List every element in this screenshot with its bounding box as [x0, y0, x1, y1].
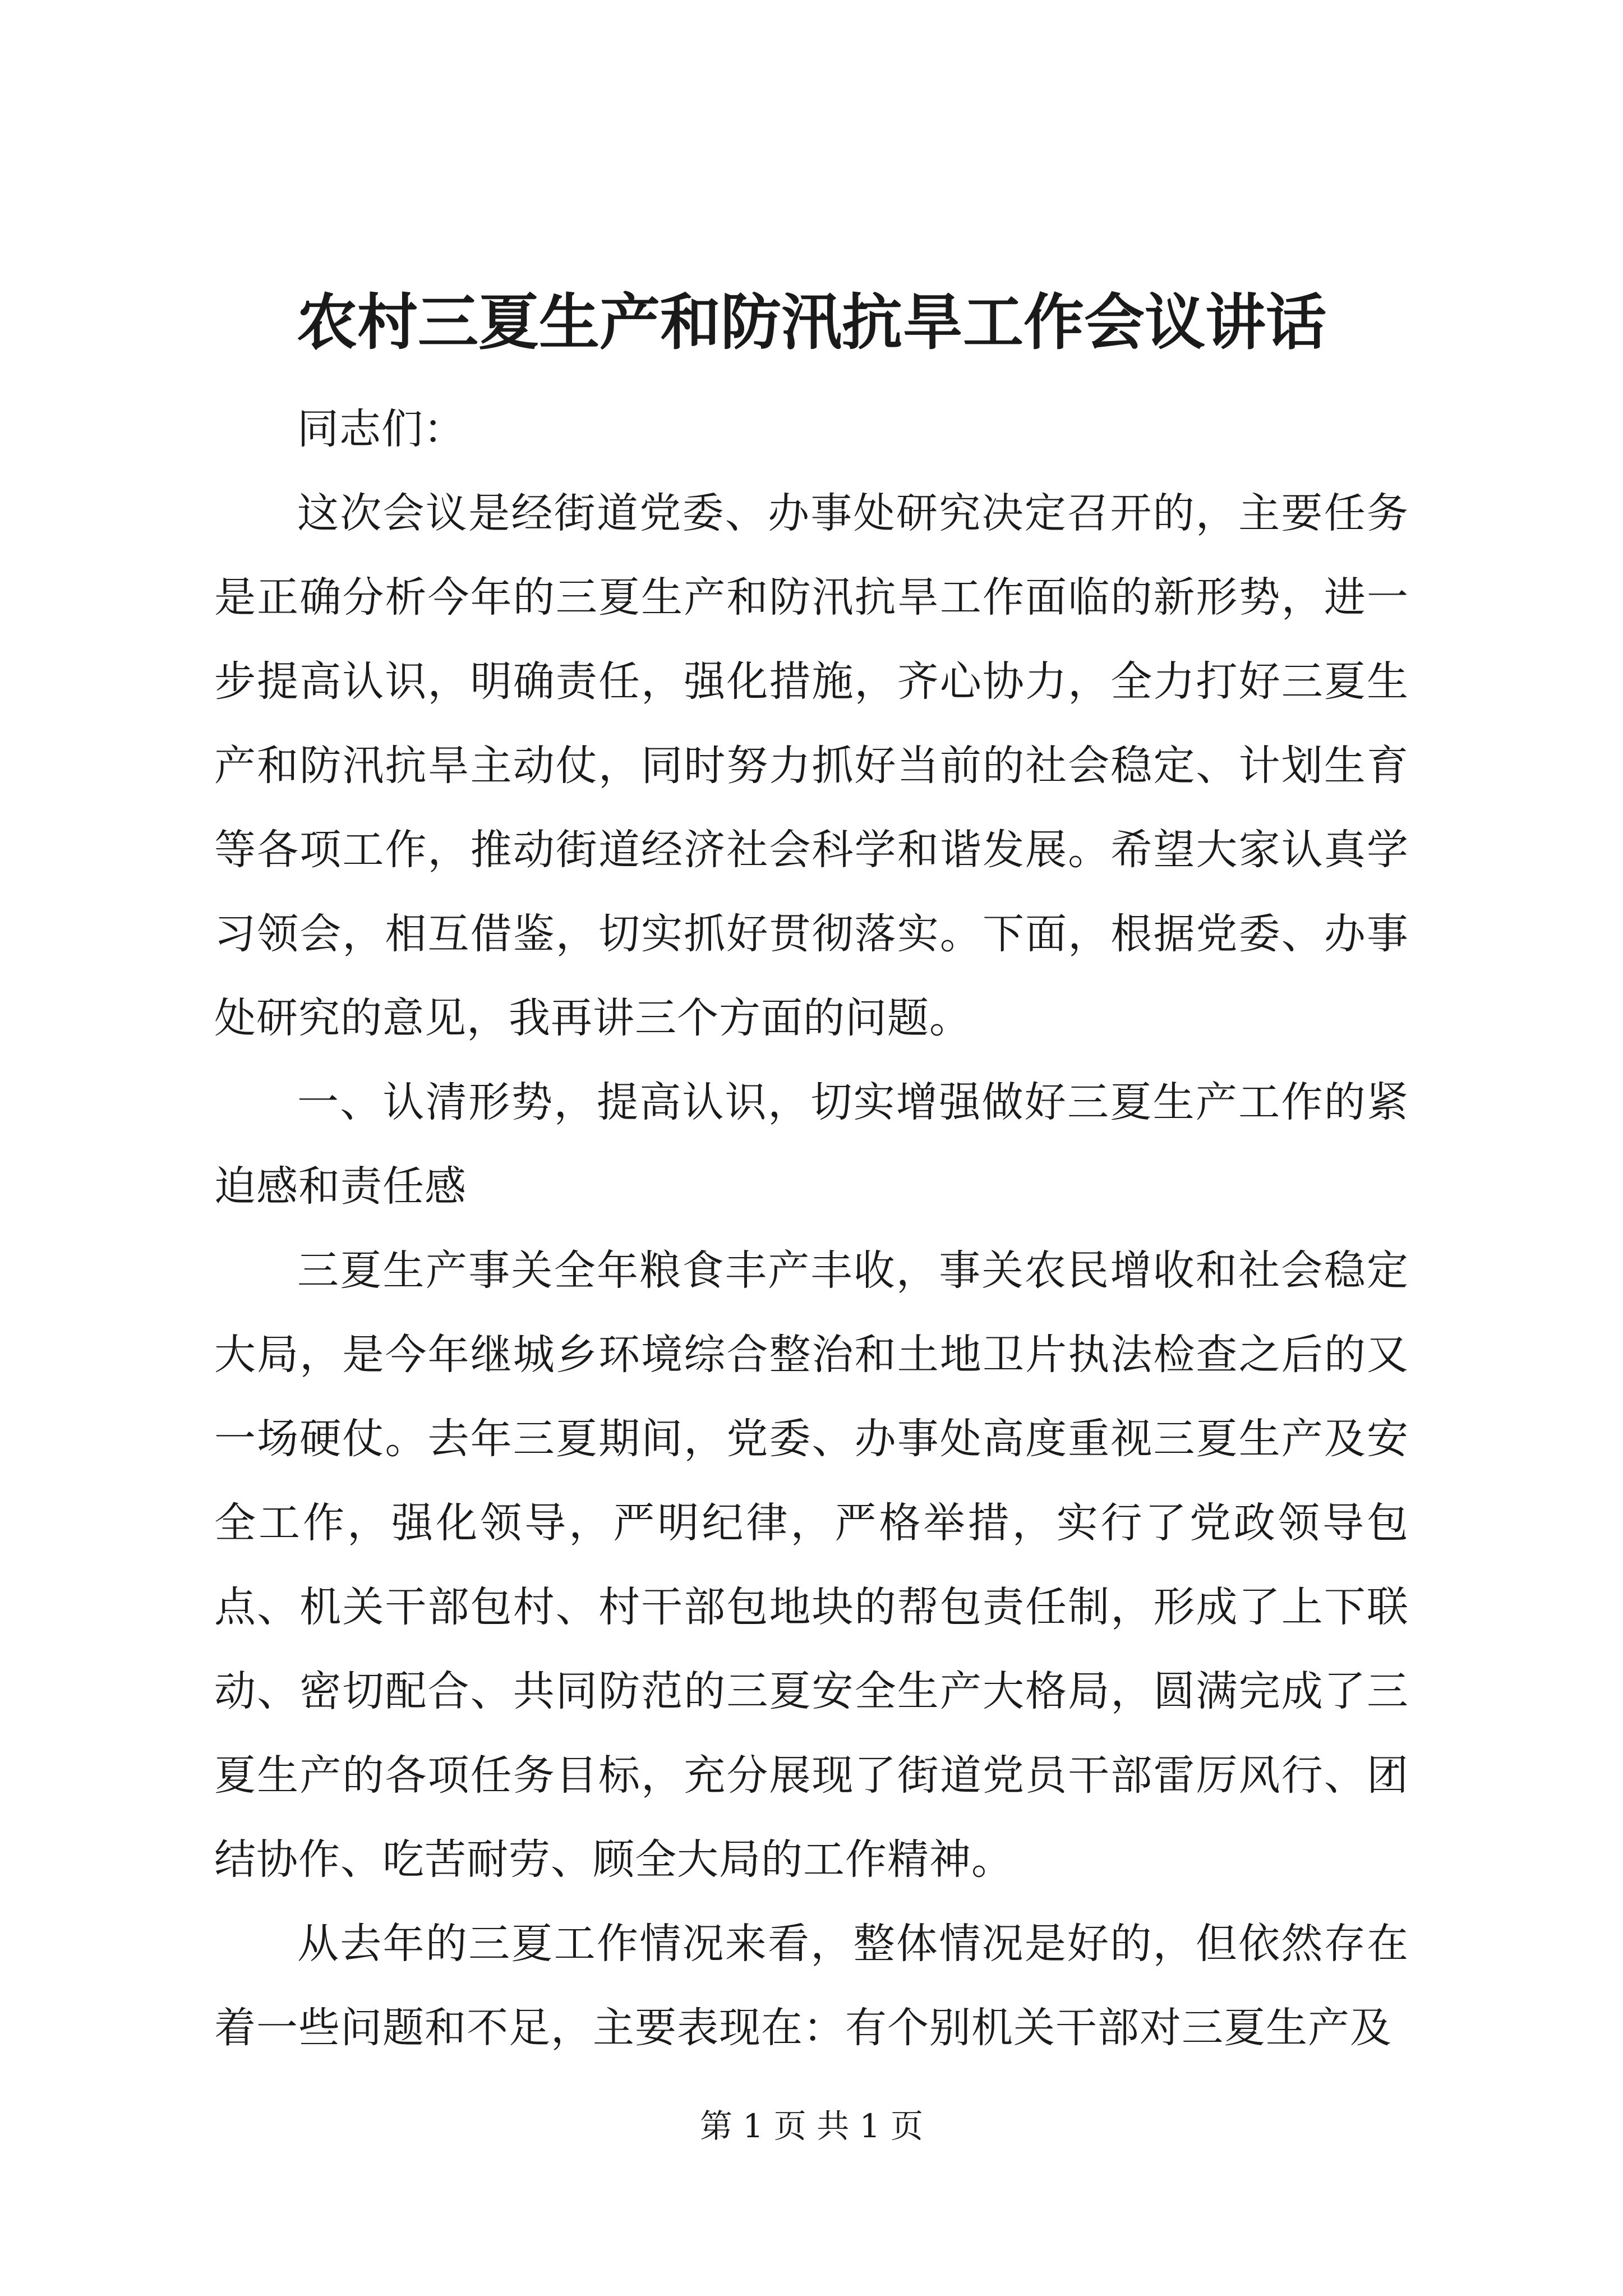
- greeting-paragraph: 同志们：: [297, 405, 465, 453]
- intro-paragraph: 这次会议是经街道党委、办事处研究决定召开的，主要任务是正确分析今年的三夏生产和防汛抗旱工作面临的新形势，进一步提高认识，明确责任，强化措施，齐心协力，全力打好三夏生产和防汛抗旱主动仗，同时努力抓好当前的社会稳定、计划生育等各项工作，推动街道经济社会科学和谐发展。希望大家认真学习领会，相互借鉴，切实抓好贯彻落实。下面，根据党委、办事处研究的意见，我再讲三个方面的问题。: [214, 489, 1409, 1042]
- section-heading-1: 一、认清形势，提高认识，切实增强做好三夏生产工作的紧迫感和责任感: [214, 1078, 1409, 1211]
- body-paragraph: 三夏生产事关全年粮食丰产丰收，事关农民增收和社会稳定大局，是今年继城乡环境综合整治和土地卫片执法检查之后的又一场硬仗。去年三夏期间，党委、办事处高度重视三夏生产及安全工作，强化领导，严明纪律，严格举措，实行了党政领导包点、机关干部包村、村干部包地块的帮包责任制，形成了上下联动、密切配合、共同防范的三夏安全生产大格局，圆满完成了三夏生产的各项任务目标，充分展现了街道党员干部雷厉风行、团结协作、吃苦耐劳、顾全大局的工作精神。: [214, 1246, 1409, 1884]
- page-footer: 第 1 页 共 1 页: [700, 2107, 923, 2145]
- document-body: [214, 387, 1409, 2070]
- document-title: 农村三夏生产和防汛抗旱工作会议讲话: [296, 287, 1326, 358]
- body-paragraph: 从去年的三夏工作情况来看，整体情况是好的，但依然存在着一些问题和不足，主要表现在：有个别机关干部对三夏生产及: [214, 1920, 1409, 2052]
